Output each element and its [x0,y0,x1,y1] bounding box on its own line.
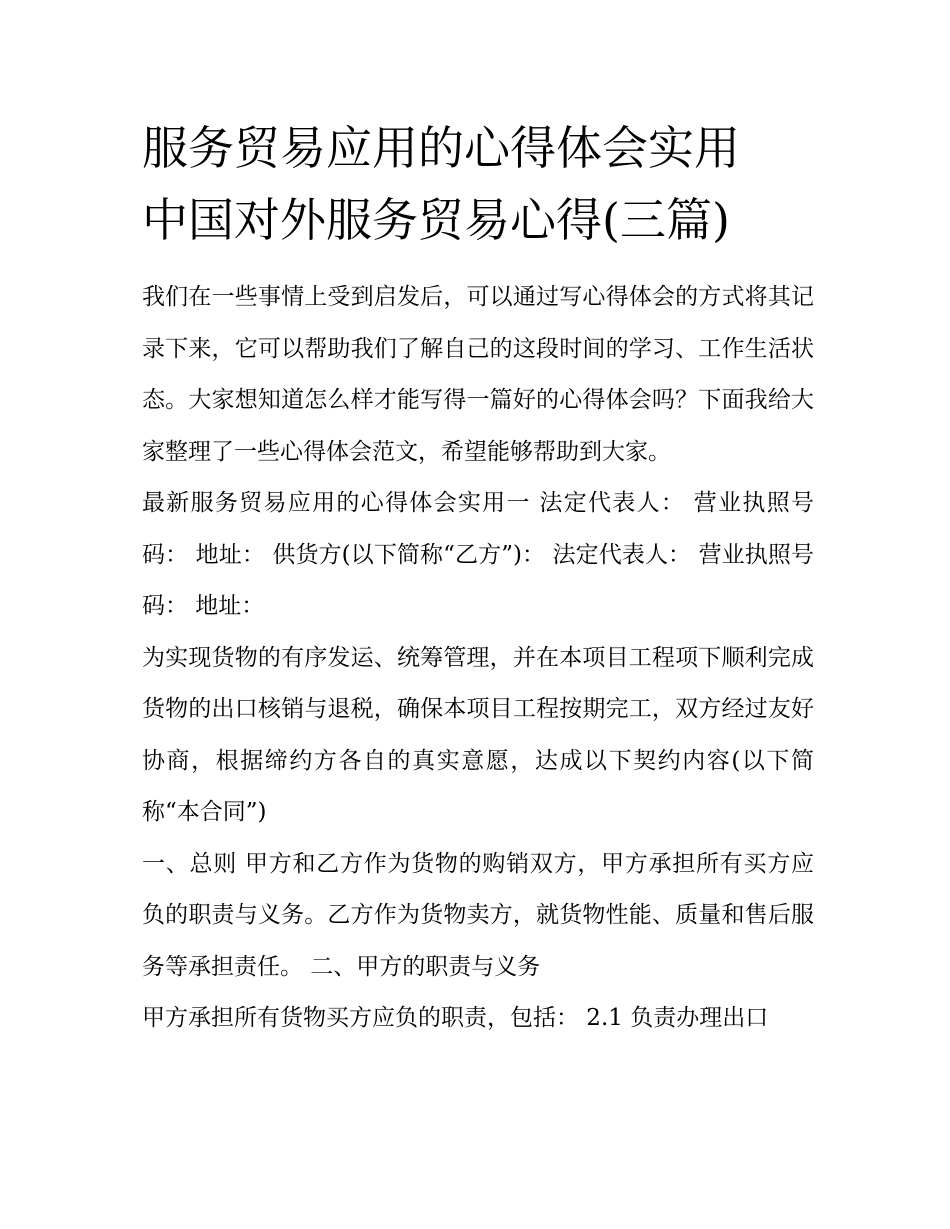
paragraph-parties: 最新服务贸易应用的心得体会实用一 法定代表人： 营业执照号码： 地址： 供货方(以下简称“乙方”)： 法定代表人： 营业执照号码： 地址： [142,490,814,619]
document-title [142,112,814,256]
title-line-2: 中国对外服务贸易心得(三篇) [142,193,730,247]
paragraph-intro: 我们在一些事情上受到启发后，可以通过写心得体会的方式将其记录下来，它可以帮助我们了解自己的这段时间的学习、工作生活状态。大家想知道怎么样才能写得一篇好的心得体会吗？下面我给大家整理了一些心得体会范文，希望能够帮助到大家。 [142,284,814,465]
document-body [142,272,814,1045]
paragraph-general-rules: 一、总则 甲方和乙方作为货物的购销双方，甲方承担所有买方应负的职责与义务。乙方作为货物卖方，就货物性能、质量和售后服务等承担责任。 二、甲方的职责与义务 [142,850,814,980]
title-line-1: 服务贸易应用的心得体会实用 [142,121,740,175]
paragraph-purpose: 为实现货物的有序发运、统筹管理，并在本项目工程项下顺利完成货物的出口核销与退税，确保本项目工程按期完工，双方经过友好协商，根据缔约方各自的真实意愿，达成以下契约内容(以下简称“本合同”) [142,644,814,825]
paragraph-party-a-duties: 甲方承担所有货物买方应负的职责，包括： 2.1 负责办理出口 [142,1005,769,1031]
document-content [142,112,814,1045]
